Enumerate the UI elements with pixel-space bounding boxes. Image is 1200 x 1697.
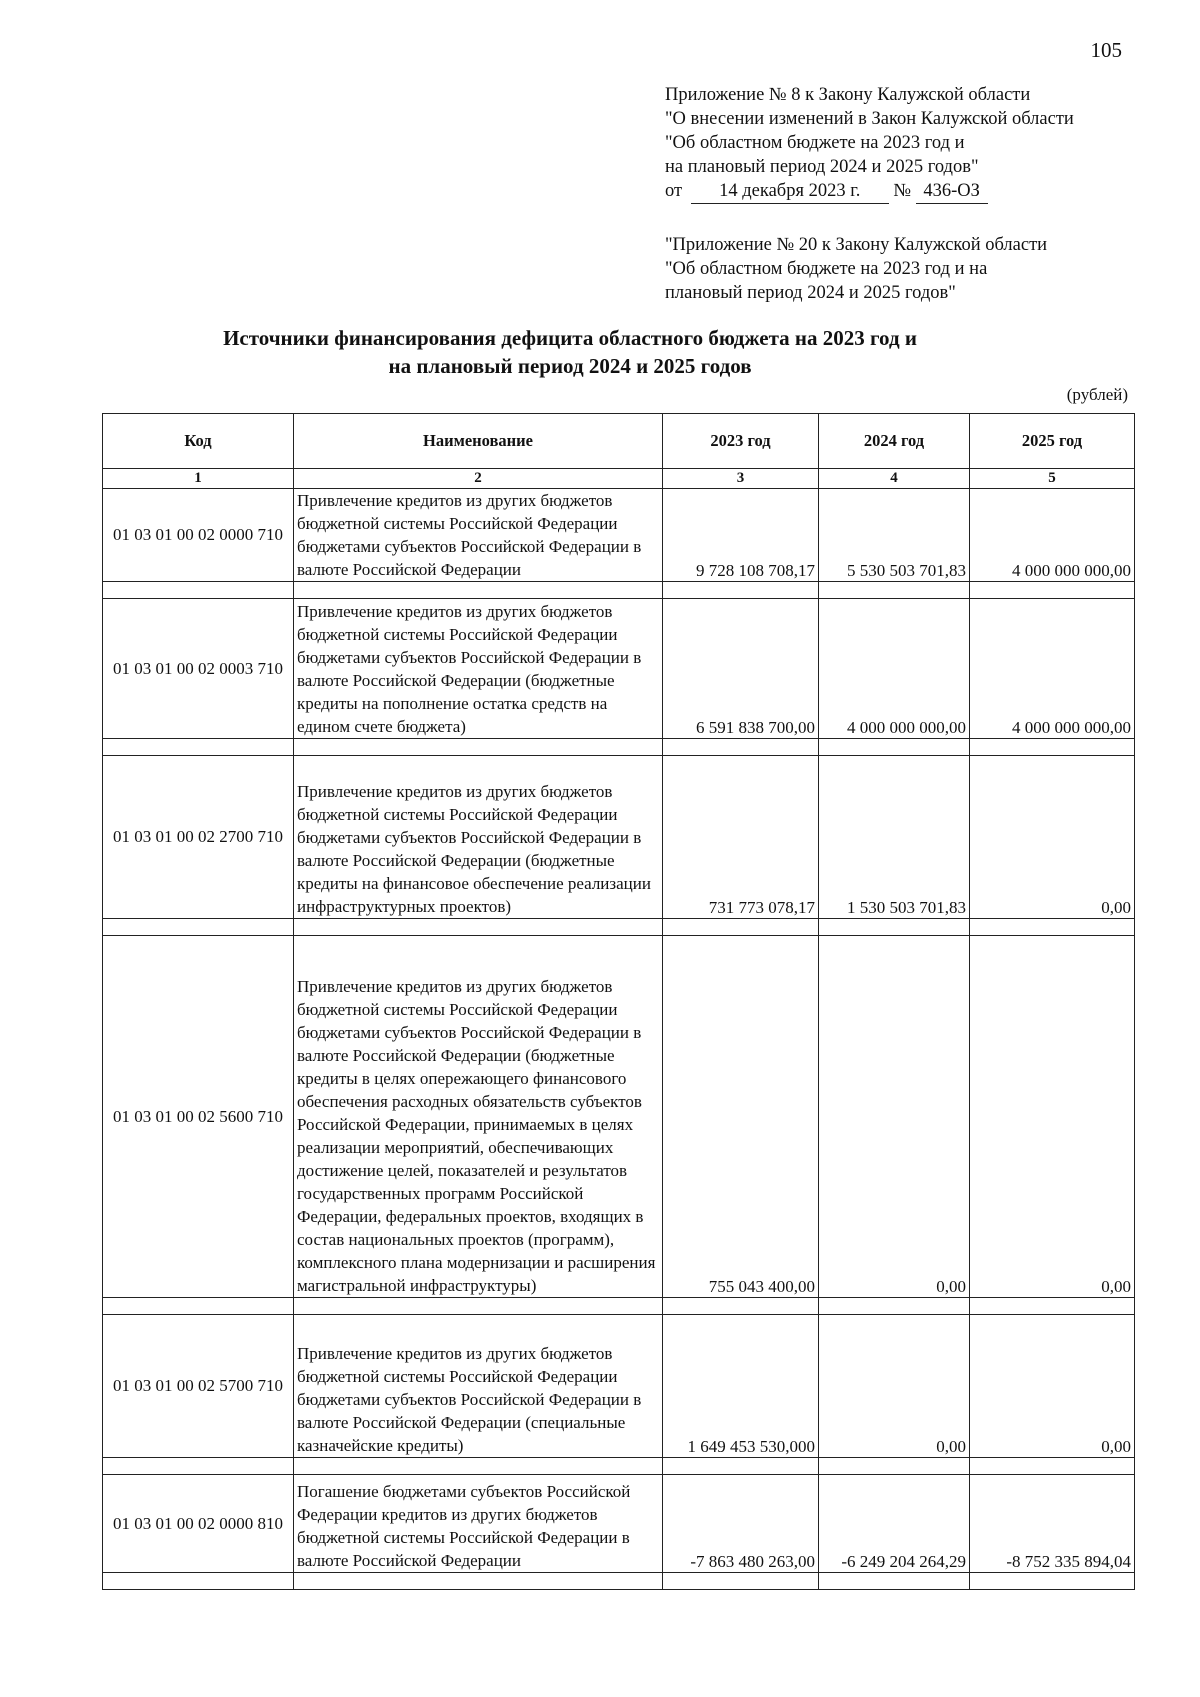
row-name: Привлечение кредитов из других бюджетов бюджетной системы Российской Федерации бюджетами субъектов Российской Федерации в валюте Российской Федерации (бюджетные кредиты в целях опережающего финансового обеспечения расходных обязательств субъектов Российской Федерации, принимаемых в целях реализации мероприятий, обеспечивающих достижение целей, показателей и результатов государственных программ Российской Федерации, федеральных проектов, входящих в состав национальных проектов (программ), комплексного плана модернизации и расширения магистральной инфраструктуры)	[294, 936, 663, 1298]
spacer-cell	[663, 582, 819, 599]
table-header-row	[103, 414, 1135, 469]
amount-2023: 731 773 078,17	[663, 756, 819, 919]
law-date: 14 декабря 2023 г.	[691, 179, 889, 204]
spacer-cell	[103, 1298, 294, 1315]
from-label: от	[665, 181, 683, 201]
page-number: 105	[1090, 38, 1122, 62]
amount-2024: 0,00	[819, 936, 970, 1298]
document-title	[120, 324, 1020, 380]
amount-2024: 0,00	[819, 1315, 970, 1458]
column-number: 3	[663, 469, 819, 489]
header-2025: 2025 год	[970, 414, 1135, 469]
appendix-8-line: Приложение № 8 к Закону Калужской области	[665, 85, 1031, 105]
spacer-cell	[294, 739, 663, 756]
column-number: 5	[970, 469, 1135, 489]
row-code: 01 03 01 00 02 5700 710	[103, 1315, 294, 1458]
spacer-cell	[103, 1458, 294, 1475]
spacer-cell	[294, 1298, 663, 1315]
table-row	[103, 756, 1135, 919]
spacer-cell	[819, 1573, 970, 1590]
amount-2024: 5 530 503 701,83	[819, 489, 970, 582]
header-2024: 2024 год	[819, 414, 970, 469]
spacer-cell	[663, 1298, 819, 1315]
spacer-cell	[103, 919, 294, 936]
appendix-20-line: плановый период 2024 и 2025 годов"	[665, 283, 956, 303]
spacer-row	[103, 582, 1135, 599]
spacer-cell	[294, 582, 663, 599]
law-date-line	[665, 179, 1074, 204]
appendix-20-header	[665, 233, 1047, 305]
amount-2025: 4 000 000 000,00	[970, 489, 1135, 582]
spacer-cell	[103, 582, 294, 599]
amount-2025: 0,00	[970, 756, 1135, 919]
amount-2024: 1 530 503 701,83	[819, 756, 970, 919]
amount-2025: 4 000 000 000,00	[970, 599, 1135, 739]
spacer-cell	[970, 919, 1135, 936]
amount-2024: -6 249 204 264,29	[819, 1475, 970, 1573]
appendix-8-line: "О внесении изменений в Закон Калужской области	[665, 109, 1074, 129]
spacer-cell	[663, 739, 819, 756]
amount-2025: -8 752 335 894,04	[970, 1475, 1135, 1573]
header-name: Наименование	[294, 414, 663, 469]
row-name: Привлечение кредитов из других бюджетов бюджетной системы Российской Федерации бюджетами субъектов Российской Федерации в валюте Российской Федерации (бюджетные кредиты на пополнение остатка средств на едином счете бюджета)	[294, 599, 663, 739]
spacer-cell	[970, 1298, 1135, 1315]
spacer-row	[103, 919, 1135, 936]
spacer-cell	[819, 582, 970, 599]
column-number: 4	[819, 469, 970, 489]
row-name: Привлечение кредитов из других бюджетов бюджетной системы Российской Федерации бюджетами субъектов Российской Федерации в валюте Российской Федерации (специальные казначейские кредиты)	[294, 1315, 663, 1458]
spacer-cell	[970, 1458, 1135, 1475]
title-line-1: Источники финансирования дефицита областного бюджета на 2023 год и	[223, 326, 917, 350]
column-number: 2	[294, 469, 663, 489]
spacer-cell	[819, 739, 970, 756]
amount-2023: 9 728 108 708,17	[663, 489, 819, 582]
row-code: 01 03 01 00 02 0003 710	[103, 599, 294, 739]
spacer-cell	[294, 1458, 663, 1475]
table-row	[103, 1315, 1135, 1458]
appendix-20-line: "Об областном бюджете на 2023 год и на	[665, 259, 988, 279]
amount-2025: 0,00	[970, 936, 1135, 1298]
title-line-2: на плановый период 2024 и 2025 годов	[388, 354, 752, 378]
row-name: Привлечение кредитов из других бюджетов бюджетной системы Российской Федерации бюджетами субъектов Российской Федерации в валюте Российской Федерации	[294, 489, 663, 582]
header-code: Код	[103, 414, 294, 469]
amount-2023: -7 863 480 263,00	[663, 1475, 819, 1573]
appendix-8-line: на плановый период 2024 и 2025 годов"	[665, 157, 979, 177]
appendix-20-line: "Приложение № 20 к Закону Калужской области	[665, 235, 1048, 255]
spacer-cell	[970, 739, 1135, 756]
row-code: 01 03 01 00 02 0000 710	[103, 489, 294, 582]
row-code: 01 03 01 00 02 2700 710	[103, 756, 294, 919]
appendix-8-line: "Об областном бюджете на 2023 год и	[665, 133, 965, 153]
table-row	[103, 599, 1135, 739]
spacer-cell	[103, 739, 294, 756]
spacer-cell	[819, 919, 970, 936]
number-label: №	[893, 181, 911, 201]
appendix-8-header	[665, 83, 1074, 204]
spacer-row	[103, 1298, 1135, 1315]
amount-2025: 0,00	[970, 1315, 1135, 1458]
spacer-cell	[970, 1573, 1135, 1590]
column-number: 1	[103, 469, 294, 489]
row-code: 01 03 01 00 02 5600 710	[103, 936, 294, 1298]
amount-2024: 4 000 000 000,00	[819, 599, 970, 739]
column-number-row	[103, 469, 1135, 489]
spacer-cell	[103, 1573, 294, 1590]
row-name: Привлечение кредитов из других бюджетов бюджетной системы Российской Федерации бюджетами субъектов Российской Федерации в валюте Российской Федерации (бюджетные кредиты на финансовое обеспечение реализации инфраструктурных проектов)	[294, 756, 663, 919]
amount-2023: 1 649 453 530,000	[663, 1315, 819, 1458]
spacer-cell	[663, 1458, 819, 1475]
amount-2023: 755 043 400,00	[663, 936, 819, 1298]
spacer-cell	[663, 919, 819, 936]
spacer-row	[103, 1573, 1135, 1590]
spacer-row	[103, 739, 1135, 756]
table-row	[103, 936, 1135, 1298]
spacer-cell	[294, 919, 663, 936]
header-2023: 2023 год	[663, 414, 819, 469]
table-row	[103, 489, 1135, 582]
currency-unit: (рублей)	[1066, 385, 1128, 404]
row-name: Погашение бюджетами субъектов Российской Федерации кредитов из других бюджетов бюджетной системы Российской Федерации в валюте Российской Федерации	[294, 1475, 663, 1573]
spacer-cell	[663, 1573, 819, 1590]
table-row	[103, 1475, 1135, 1573]
law-number: 436-ОЗ	[916, 179, 988, 204]
amount-2023: 6 591 838 700,00	[663, 599, 819, 739]
budget-sources-table	[102, 413, 1135, 1590]
spacer-cell	[294, 1573, 663, 1590]
spacer-cell	[819, 1298, 970, 1315]
spacer-cell	[970, 582, 1135, 599]
spacer-row	[103, 1458, 1135, 1475]
row-code: 01 03 01 00 02 0000 810	[103, 1475, 294, 1573]
spacer-cell	[819, 1458, 970, 1475]
